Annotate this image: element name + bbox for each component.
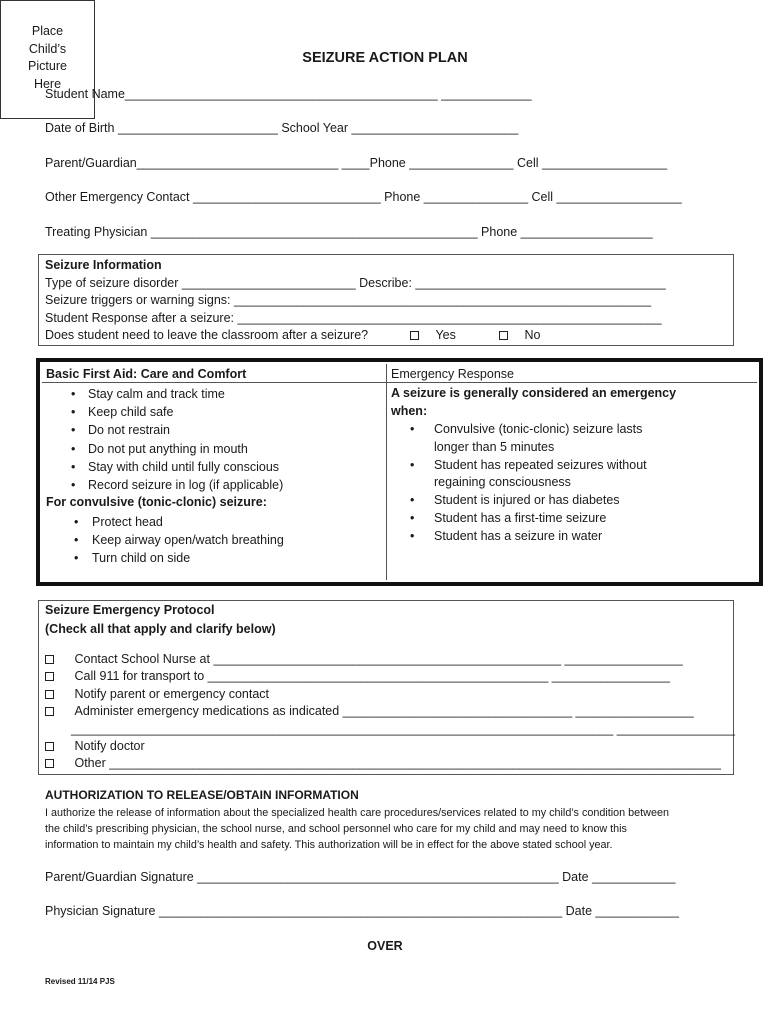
- other-checkbox[interactable]: [45, 759, 54, 768]
- contact-nurse-field[interactable]: Contact School Nurse at __________________________________________________ _________________: [74, 652, 683, 666]
- list-item: • Protect head: [42, 513, 382, 531]
- list-item: • Stay calm and track time: [42, 385, 382, 403]
- other-emergency-contact-field[interactable]: Other Emergency Contact ___________________________ Phone _______________ Cell __________________: [45, 190, 682, 204]
- notify-parent-label: Notify parent or emergency contact: [74, 687, 270, 701]
- contact-nurse-checkbox[interactable]: [45, 655, 54, 664]
- seizure-information-section: [38, 254, 734, 346]
- first-aid-emergency-table: [36, 358, 763, 586]
- no-label: No: [524, 328, 541, 342]
- list-item: • Do not put anything in mouth: [42, 440, 382, 458]
- student-response-field[interactable]: Student Response after a seizure: _____________________________________________________________: [45, 311, 662, 325]
- first-aid-list: [42, 385, 382, 494]
- authorization-line-2: the child’s prescribing physician, the school nurse, and school personnel who care for my child and may need to know this: [45, 823, 627, 835]
- dob-school-year-field[interactable]: Date of Birth _______________________ School Year ________________________: [45, 121, 519, 135]
- table-column-divider: [386, 364, 387, 580]
- other-option[interactable]: [45, 756, 721, 770]
- administer-meds-field[interactable]: Administer emergency medications as indicated _________________________________ _________________: [74, 704, 694, 718]
- list-item: • Do not restrain: [42, 421, 382, 439]
- emergency-response-heading: Emergency Response: [391, 367, 514, 381]
- photo-line-2: Child’s: [28, 41, 67, 56]
- yes-option[interactable]: [410, 328, 456, 342]
- convulsive-heading: For convulsive (tonic-clonic) seizure:: [46, 495, 267, 509]
- first-aid-heading: Basic First Aid: Care and Comfort: [46, 367, 247, 381]
- contact-nurse-option[interactable]: [45, 652, 683, 666]
- page-title: SEIZURE ACTION PLAN: [302, 50, 468, 66]
- no-checkbox[interactable]: [499, 331, 508, 340]
- notify-doctor-label: Notify doctor: [74, 739, 145, 753]
- list-item-line: longer than 5 minutes: [434, 439, 555, 454]
- photo-line-1: Place: [31, 24, 64, 38]
- seizure-information-heading: Seizure Information: [45, 258, 162, 272]
- no-option[interactable]: [499, 328, 540, 342]
- list-item: • Student is injured or has diabetes: [388, 492, 758, 510]
- protocol-heading: Seizure Emergency Protocol: [45, 603, 215, 617]
- seizure-triggers-field[interactable]: Seizure triggers or warning signs: ____________________________________________________________: [45, 293, 652, 307]
- administer-meds-option[interactable]: [45, 704, 694, 718]
- emergency-intro: [391, 385, 676, 421]
- administer-meds-continuation-field[interactable]: ______________________________________________________________________________ _________________: [71, 722, 735, 736]
- notify-parent-option[interactable]: [45, 687, 269, 701]
- student-name-field[interactable]: Student Name_____________________________________________ _____________: [45, 87, 532, 101]
- administer-meds-checkbox[interactable]: [45, 707, 54, 716]
- photo-line-3: Picture: [28, 59, 67, 73]
- list-item: • Keep child safe: [42, 403, 382, 421]
- emergency-protocol-section: [38, 600, 734, 775]
- emergency-response-column: [388, 364, 758, 580]
- list-item: [388, 421, 758, 457]
- list-item: • Student has a seizure in water: [388, 528, 758, 546]
- call-911-option[interactable]: [45, 669, 670, 683]
- list-item: • Stay with child until fully conscious: [42, 458, 382, 476]
- list-item-line: • Convulsive (tonic-clonic) seizure lasts: [434, 422, 643, 436]
- notify-doctor-checkbox[interactable]: [45, 742, 54, 751]
- list-item-line: • Student has repeated seizures without: [434, 457, 647, 472]
- authorization-line-3: information to maintain my child’s health and safety. This authorization will be in effect for the above stated school year.: [45, 839, 613, 851]
- notify-doctor-option[interactable]: [45, 739, 145, 753]
- first-aid-column: [42, 364, 384, 580]
- emergency-criteria-list: [388, 421, 758, 546]
- parent-signature-field[interactable]: Parent/Guardian Signature ____________________________________________________ Date ____________: [45, 870, 676, 884]
- list-item-line: regaining consciousness: [434, 475, 571, 490]
- authorization-text: [45, 805, 735, 853]
- photo-line-4: Here: [33, 76, 62, 91]
- revision-note: Revised 11/14 PJS: [45, 977, 115, 986]
- over-label: OVER: [367, 939, 403, 953]
- seizure-type-field[interactable]: Type of seizure disorder _________________________ Describe: ____________________________________: [45, 276, 666, 290]
- list-item: [388, 457, 758, 493]
- notify-parent-checkbox[interactable]: [45, 690, 54, 699]
- physician-signature-field[interactable]: Physician Signature __________________________________________________________ Date ____________: [45, 904, 679, 918]
- treating-physician-field[interactable]: Treating Physician _______________________________________________ Phone ___________________: [45, 225, 653, 239]
- yes-label: Yes: [435, 328, 456, 342]
- emergency-intro-line-1: A seizure is generally considered an emergency: [391, 386, 677, 400]
- list-item: • Record seizure in log (if applicable): [42, 476, 382, 494]
- protocol-subheading: (Check all that apply and clarify below): [45, 622, 276, 636]
- list-item: • Student has a first-time seizure: [388, 510, 758, 528]
- list-item: • Turn child on side: [42, 549, 382, 567]
- convulsive-list: [42, 513, 382, 568]
- yes-checkbox[interactable]: [410, 331, 419, 340]
- other-field[interactable]: Other ________________________________________________________________________________________: [74, 756, 721, 770]
- call-911-field[interactable]: Call 911 for transport to _________________________________________________ _________________: [74, 669, 670, 683]
- parent-guardian-field[interactable]: Parent/Guardian_____________________________ ____Phone _______________ Cell __________________: [45, 156, 668, 170]
- leave-classroom-question: Does student need to leave the classroom after a seizure?: [45, 328, 369, 342]
- call-911-checkbox[interactable]: [45, 672, 54, 681]
- authorization-line-1: I authorize the release of information about the specialized health care procedures/services related to my child’s condition between: [45, 807, 669, 819]
- emergency-intro-line-2: when:: [391, 403, 428, 418]
- authorization-heading: AUTHORIZATION TO RELEASE/OBTAIN INFORMATION: [45, 788, 359, 802]
- list-item: • Keep airway open/watch breathing: [42, 531, 382, 549]
